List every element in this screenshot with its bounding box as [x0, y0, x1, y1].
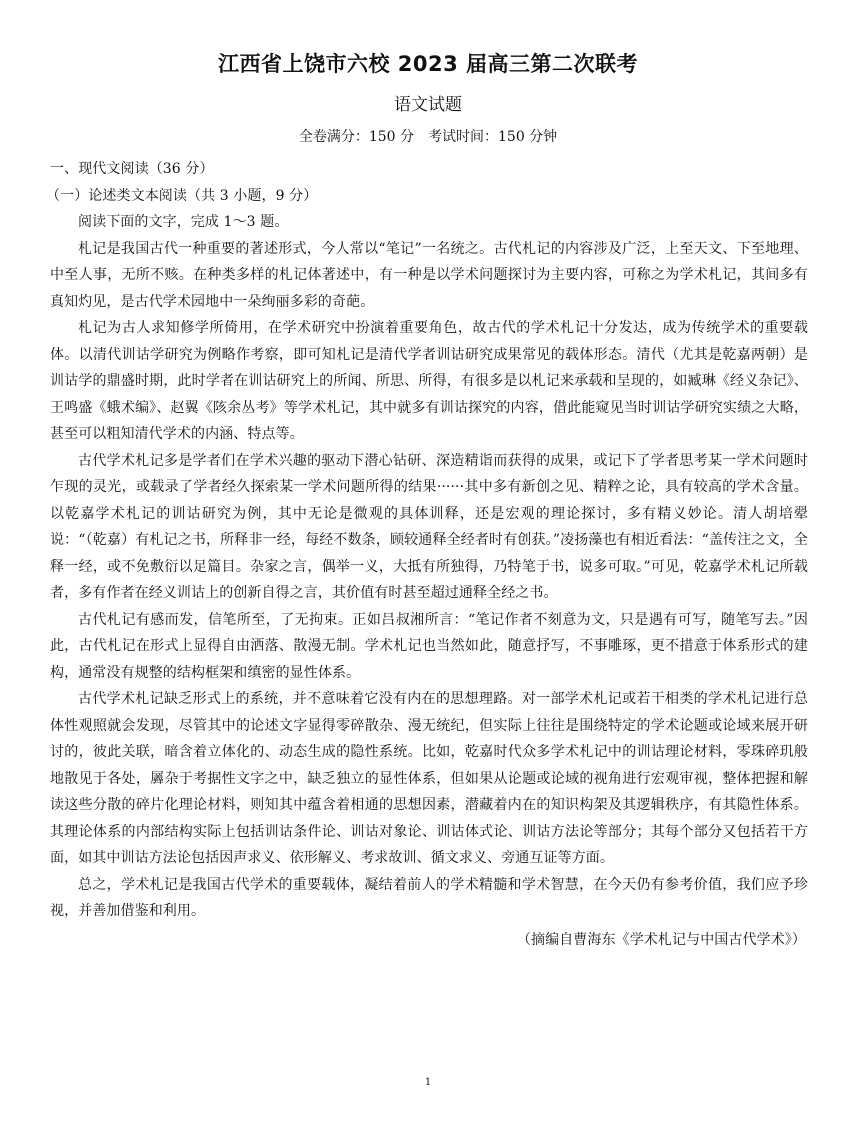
- passage-source: （摘编自曹海东《学术札记与中国古代学术》）: [516, 931, 806, 948]
- exam-meta: 全卷满分：150 分 考试时间：150 分钟: [298, 129, 558, 145]
- exam-subtitle: 语文试题: [394, 95, 462, 115]
- passage-paragraph-4: 古代札记有感而发，信笔所至，了无拘束。正如吕叔湘所言：“笔记作者不刻意为文，只是遇有可写，随笔写去。”因此，古代札记在形式上显得自由洒落、散漫无制。学术札记也当然如此，随意抒写，不事雕琢，更不措意于体系形式的建构，通常没有规整的结构框架和缜密的显性体系。: [50, 611, 808, 681]
- subsection-heading: （一）论述类文本阅读（共 3 小题，9 分）: [46, 187, 318, 204]
- passage-paragraph-2: 札记为古人求知修学所倚用，在学术研究中扮演着重要角色，故古代的学术札记十分发达，成为传统学术的重要载体。以清代训诂学研究为例略作考察，即可知札记是清代学者训诂研究成果常见的载体形态。清代（尤其是乾嘉两朝）是训诂学的鼎盛时期，此时学者在训诂研究上的所闻、所思、所得，有很多是以札记来承载和呈现的，如臧琳《经义杂记》、王鸣盛《蛾术编》、赵翼《陔余丛考》等学术札记，其中就多有训诂探究的内容，借此能窥见当时训诂学研究实绩之大略，甚至可以粗知清代学术的内涵、特点等。: [50, 320, 808, 442]
- exam-title: 江西省上饶市六校 2023 届高三第二次联考: [217, 52, 639, 76]
- passage-paragraph-6: 总之，学术札记是我国古代学术的重要载体，凝结着前人的学术精髓和学术智慧，在今天仍有参考价值，我们应予珍视，并善加借鉴和利用。: [50, 876, 808, 919]
- section-heading: 一、现代文阅读（36 分）: [50, 161, 214, 177]
- instruction-text: 阅读下面的文字，完成 1～3 题。: [78, 214, 289, 230]
- passage-paragraph-3: 古代学术札记多是学者们在学术兴趣的驱动下潜心钻研、深造精诣而获得的成果，或记下了学者思考某一学术问题时乍现的灵光，或载录了学者经久探索某一学术问题所得的结果······其中多有新创之见、精粹之论，具有较高的学术含量。以乾嘉学术札记的训诂研究为例，其中无论是微观的具体训释，还是宏观的理论探讨，多有精义妙论。清人胡培翚说：“（乾嘉）有札记之书，所释非一经，每经不数条，顾较通释全经者时有创获。”凌扬藻也有相近看法：“盖传注之文，全释一经，或不免敷衍以足篇目。杂家之言，偶举一义，大抵有所独得，乃特笔于书，说多可取。”可见，乾嘉学术札记所载者，多有作者在经义训诂上的创新自得之言，其价值有时甚至超过通释全经之书。: [50, 452, 808, 601]
- exam-body: [46, 156, 808, 953]
- passage-paragraph-1: 札记是我国古代一种重要的著述形式，今人常以“笔记”一名统之。古代札记的内容涉及广泛，上至天文、下至地理、中至人事，无所不赅。在种类多样的札记体著述中，有一种是以学术问题探讨为主要内容，可称之为学术札记，其间多有真知灼见，是古代学术园地中一朵绚丽多彩的奇葩。: [50, 240, 808, 310]
- passage-paragraph-5: 古代学术札记缺乏形式上的系统，并不意味着它没有内在的思想理路。对一部学术札记或若干相类的学术札记进行总体性观照就会发现，尽管其中的论述文字显得零碎散杂、漫无统纪，但实际上往往是围绕特定的学术论题或论域来展开研讨的，彼此关联，暗含着立体化的、动态生成的隐性系统。比如，乾嘉时代众多学术札记中的训诂理论材料，零珠碎玑般地散见于各处，羼杂于考据性文字之中，缺乏独立的显性体系，但如果从论题或论域的视角进行宏观审视，整体把握和解读这些分散的碎片化理论材料，则知其中蕴含着相通的思想因素，潜藏着内在的知识构架及其逻辑秩序，有其隐性体系。其理论体系的内部结构实际上包括训诂条件论、训诂对象论、训诂体式论、训诂方法论等部分；其每个部分又包括若干方面，如其中训诂方法论包括因声求义、依形解义、考求故训、循文求义、旁通互证等方面。: [50, 691, 808, 866]
- page-number: 1: [424, 1077, 432, 1088]
